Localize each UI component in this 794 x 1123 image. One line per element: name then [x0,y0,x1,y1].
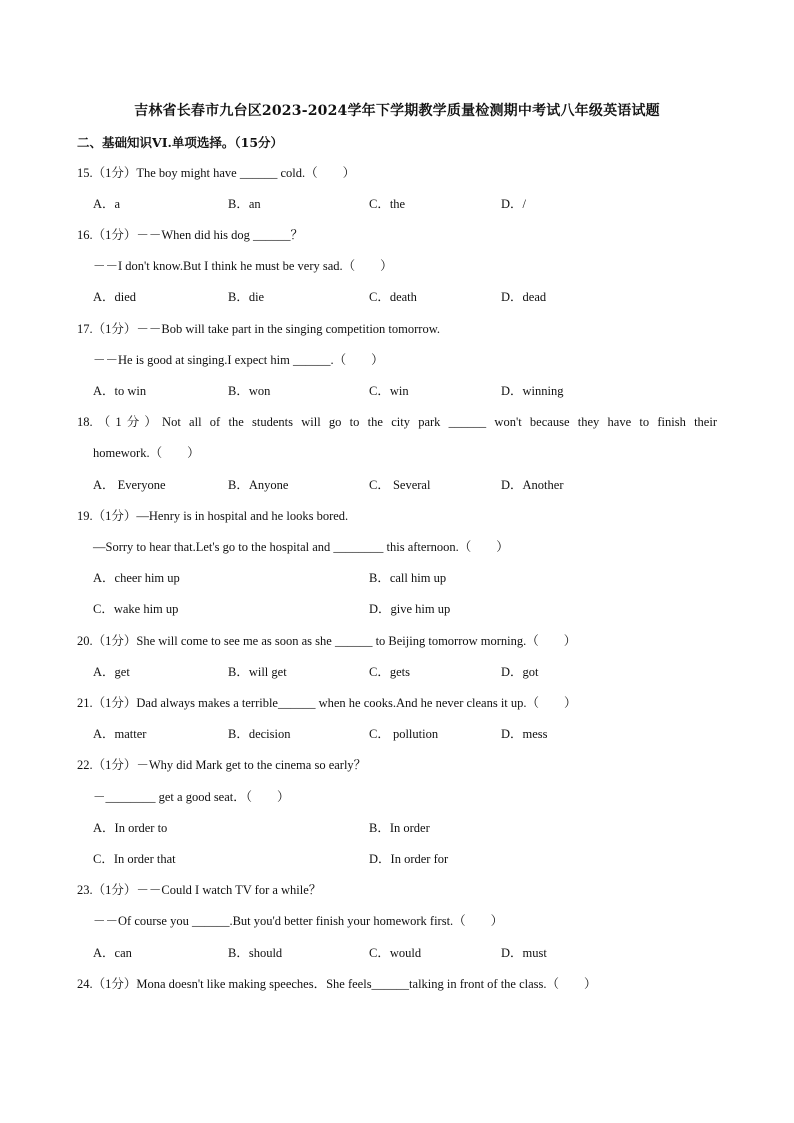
q17-option-c[interactable]: C．win [369,384,409,398]
q18-option-a[interactable]: A． Everyone [93,478,166,492]
q17-option-b[interactable]: B．won [228,384,271,398]
q15-option-a[interactable]: A．a [93,197,121,211]
question-22: 22.（1分）－Why did Mark get to the cinema so early？ [77,758,367,772]
q23-option-d[interactable]: D．must [501,946,547,960]
question-19-dialog: —Sorry to hear that.Let's go to the hospital and ________ this afternoon.（ ） [93,540,509,554]
q23-option-b[interactable]: B．should [228,946,283,960]
q17-option-d[interactable]: D．winning [501,384,564,398]
q16-option-d[interactable]: D．dead [501,290,547,304]
q18-option-d[interactable]: D．Another [501,478,564,492]
q20-option-a[interactable]: A．get [93,665,130,679]
question-23-dialog: －－Of course you ______.But you'd better finish your homework first.（ ） [93,914,504,928]
question-17-dialog: －－He is good at singing.I expect him ______.（ ） [93,353,384,367]
q19-option-b[interactable]: B．call him up [369,571,447,585]
q22-option-b[interactable]: B．In order [369,821,430,835]
question-20: 20.（1分）She will come to see me as soon as she ______ to Beijing tomorrow morning.（ ） [77,634,577,648]
q22-option-c[interactable]: C．In order that [93,852,176,866]
q16-option-b[interactable]: B．die [228,290,265,304]
q18-option-c[interactable]: C． Several [369,478,431,492]
q17-option-a[interactable]: A．to win [93,384,147,398]
question-17: 17.（1分）－－Bob will take part in the singing competition tomorrow. [77,322,441,336]
question-18-continued: homework.（ ） [93,446,200,460]
q21-option-b[interactable]: B．decision [228,727,291,741]
question-16-dialog: －－I don't know.But I think he must be very sad.（ ） [93,259,393,273]
q20-option-d[interactable]: D．got [501,665,539,679]
q21-option-a[interactable]: A．matter [93,727,147,741]
question-23: 23.（1分）－－Could I watch TV for a while？ [77,883,322,897]
q20-option-b[interactable]: B．will get [228,665,287,679]
q23-option-c[interactable]: C．would [369,946,422,960]
page-title: 吉林省长春市九台区2023-2024学年下学期教学质量检测期中考试八年级英语试题 [134,103,660,119]
q21-option-c[interactable]: C． pollution [369,727,439,741]
q21-option-d[interactable]: D．mess [501,727,548,741]
question-21: 21.（1分）Dad always makes a terrible______ when he cooks.And he never cleans it up.（ ） [77,696,577,710]
q19-option-a[interactable]: A．cheer him up [93,571,180,585]
question-22-dialog: －________ get a good seat．（ ） [93,790,290,804]
q23-option-a[interactable]: A．can [93,946,132,960]
q22-option-d[interactable]: D．In order for [369,852,449,866]
question-24: 24.（1分）Mona doesn't like making speeches．She feels______talking in front of the class.（ ） [77,977,597,991]
q20-option-c[interactable]: C．gets [369,665,410,679]
q16-option-a[interactable]: A．died [93,290,137,304]
q16-option-c[interactable]: C．death [369,290,417,304]
q22-option-a[interactable]: A．In order to [93,821,168,835]
q19-option-c[interactable]: C．wake him up [93,602,179,616]
q15-option-b[interactable]: B．an [228,197,261,211]
q15-option-c[interactable]: C．the [369,197,406,211]
question-19: 19.（1分）—Henry is in hospital and he looks bored. [77,509,349,523]
q19-option-d[interactable]: D．give him up [369,602,451,616]
q15-option-d[interactable]: D．/ [501,197,527,211]
question-15: 15.（1分）The boy might have ______ cold.（ ） [77,166,356,180]
question-16: 16.（1分）－－When did his dog ______？ [77,228,304,242]
question-18: 18.（1分）Not all of the students will go to the city park ______ won't because they have to finish their [77,415,717,429]
section-heading: 二、基础知识VI.单项选择。（15分） [77,135,284,150]
q18-option-b[interactable]: B．Anyone [228,478,289,492]
